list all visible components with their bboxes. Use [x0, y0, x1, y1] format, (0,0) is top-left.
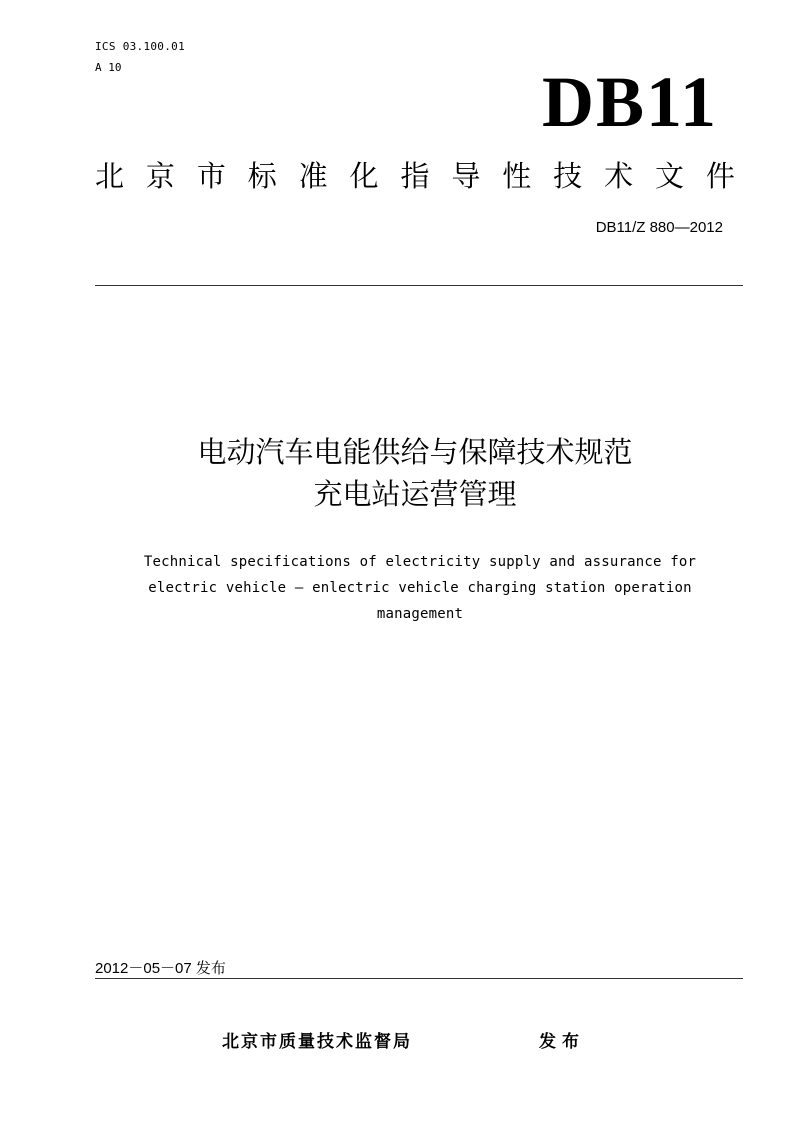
doc-type-char: 文 [654, 159, 684, 193]
db11-logo: DB11 [541, 62, 718, 142]
doc-type-char: 北 [95, 159, 125, 193]
english-title-line-1: Technical specifications of electricity supply and assurance for [143, 554, 697, 570]
english-title [100, 549, 740, 627]
issue-label: 发布 [539, 1032, 585, 1052]
chinese-title-line-2: 充电站运营管理 [313, 477, 517, 511]
doc-type-char: 标 [247, 159, 277, 193]
english-title-line-3: management [376, 606, 464, 622]
release-date: 2012－05－07 发布 [95, 960, 226, 977]
chinese-title-line-1: 电动汽车电能供给与保障技术规范 [197, 435, 633, 469]
doc-type-char: 京 [145, 159, 175, 193]
doc-type-char: 件 [705, 159, 735, 193]
doc-type-char: 性 [502, 159, 532, 193]
header-divider [95, 285, 743, 286]
ics-code: ICS 03.100.01 [95, 40, 185, 53]
doc-type-char: 市 [196, 159, 226, 193]
issuing-authority: 北京市质量技术监督局 [222, 1032, 412, 1052]
doc-type-char: 导 [451, 159, 481, 193]
doc-type-char: 化 [349, 159, 379, 193]
document-type-heading [95, 156, 735, 196]
doc-type-char: 技 [553, 159, 583, 193]
doc-type-char: 指 [400, 159, 430, 193]
doc-type-char: 准 [298, 159, 328, 193]
classification-code: A 10 [95, 61, 122, 74]
chinese-title [0, 431, 800, 515]
english-title-line-2: electric vehicle – enlectric vehicle charging station operation [148, 580, 692, 596]
document-code: DB11/Z 880—2012 [595, 219, 723, 236]
footer-divider [95, 978, 743, 979]
doc-type-char: 术 [604, 159, 634, 193]
